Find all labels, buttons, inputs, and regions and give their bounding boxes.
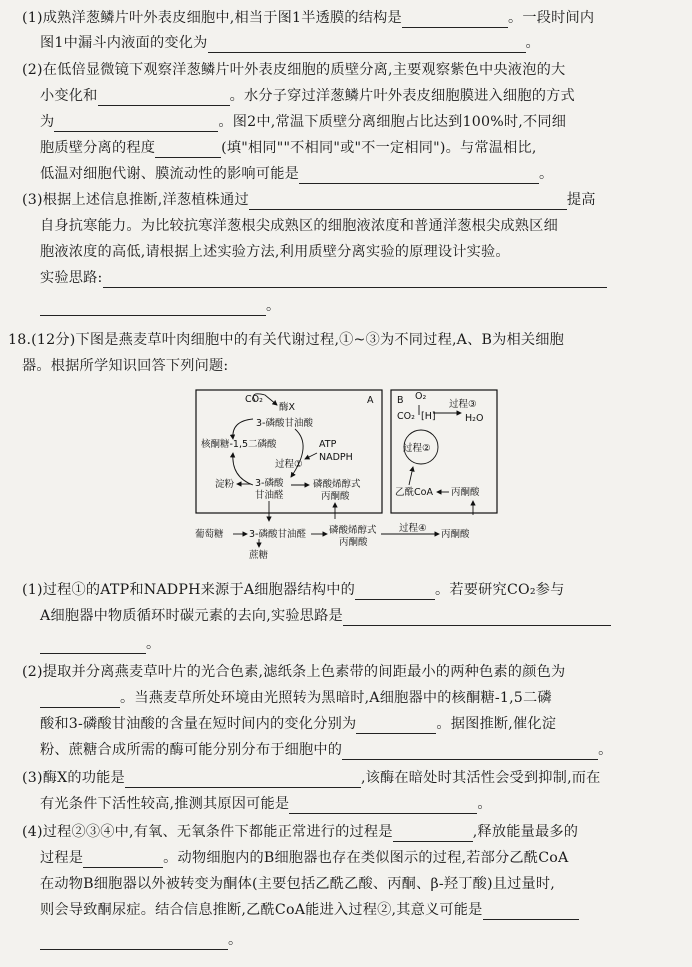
b-h-label: [H] xyxy=(421,411,436,422)
answer-blank[interactable] xyxy=(402,13,508,28)
answer-blank[interactable] xyxy=(208,38,526,53)
q17-p2-line1: (2)在低倍显微镜下观察洋葱鳞片叶外表皮细胞的质壁分离,主要观察紫色中央液泡的大 xyxy=(22,62,566,78)
q18-p4-line3: 在动物B细胞器以外被转变为酮体(主要包括乙酰乙酸、丙酮、β-羟丁酸)且过量时, xyxy=(40,876,555,892)
answer-blank[interactable] xyxy=(299,169,539,184)
q17-p3-line5: 。 xyxy=(40,296,280,316)
answer-blank[interactable] xyxy=(289,799,477,814)
answer-blank[interactable] xyxy=(40,639,146,654)
answer-blank[interactable] xyxy=(40,301,266,316)
g3p-cyto-label: 3-磷酸甘油醛 xyxy=(249,529,306,540)
q17-p1-line2: 图1中漏斗内液面的变化为 。 xyxy=(40,35,540,51)
organelle-b-label: B xyxy=(397,395,404,406)
acetylcoa-arrow xyxy=(409,467,413,485)
cycle-arrow-bottom xyxy=(233,453,253,485)
process1-label: 过程① xyxy=(275,459,303,470)
q17-p2-line5: 低温对细胞代谢、膜流动性的影响可能是 。 xyxy=(40,166,554,182)
g3p-a-label1: 3-磷酸 xyxy=(255,478,284,489)
co2-label: CO₂ xyxy=(245,394,263,405)
q17-p2-line4: 胞质壁分离的程度 (填"相同""不相同"或"不一定相同")。与常温相比, xyxy=(40,140,537,156)
q18-p3-line2: 有光条件下活性较高,推测其原因可能是 。 xyxy=(40,796,492,812)
answer-blank[interactable] xyxy=(83,853,163,868)
pga-label: 3-磷酸甘油酸 xyxy=(256,418,313,429)
answer-blank[interactable] xyxy=(98,91,230,106)
pep-c-label1: 磷酸烯醇式 xyxy=(329,525,377,536)
q18-p4-line5: 。 xyxy=(40,930,242,950)
q18-intro-line1: 18.(12分)下图是燕麦草叶肉细胞中的有关代谢过程,①~③为不同过程,A、B为相关细胞 xyxy=(8,332,565,348)
acetylcoa-label: 乙酰CoA xyxy=(395,487,433,498)
q18-p2-line3: 酸和3-磷酸甘油酸的含量在短时间内的变化分别为 。据图推断,催化淀 xyxy=(40,716,557,732)
process3-label: 过程③ xyxy=(449,399,477,410)
g3p-a-label2: 甘油醛 xyxy=(255,490,284,501)
q18-p1-line3: 。 xyxy=(40,634,160,654)
organelle-a-label: A xyxy=(367,395,374,406)
cycle-arrow-left xyxy=(233,419,253,439)
pep-c-label2: 丙酮酸 xyxy=(339,537,368,548)
q17-p2-line2: 小变化和 。水分子穿过洋葱鳞片叶外表皮细胞膜进入细胞的方式 xyxy=(40,88,575,104)
answer-blank[interactable] xyxy=(355,585,435,600)
nadph-label: NADPH xyxy=(319,452,353,463)
q18-p3-line1: (3)酶X的功能是 ,该酶在暗处时其活性会受到抑制,而在 xyxy=(22,770,601,786)
pyruvate-c-label: 丙酮酸 xyxy=(441,529,470,540)
sucrose-label: 蔗糖 xyxy=(249,550,269,560)
q18-p1-line1: (1)过程①的ATP和NADPH来源于A细胞器结构中的 。若要研究CO₂参与 xyxy=(22,582,565,598)
b-co2-label: CO₂ xyxy=(397,411,415,422)
q18-p4-line1: (4)过程②③④中,有氧、无氧条件下都能正常进行的过程是 ,释放能量最多的 xyxy=(22,824,579,840)
pep-a-label1: 磷酸烯醇式 xyxy=(313,479,361,490)
glucose-label: 葡萄糖 xyxy=(195,529,224,540)
pyruvate-b-label: 丙酮酸 xyxy=(451,487,480,498)
q18-p2-line2: 。当燕麦草所处环境由光照转为黑暗时,A细胞器中的核酮糖-1,5二磷 xyxy=(40,688,552,708)
q18-p4-line4: 则会导致酮尿症。结合信息推断,乙酰CoA能进入过程②,其意义可能是 xyxy=(40,900,579,920)
process2-label: 过程② xyxy=(403,443,431,454)
answer-blank[interactable] xyxy=(483,905,579,920)
q17-p1-line1: (1)成熟洋葱鳞片叶外表皮细胞中,相当于图1半透膜的结构是 。一段时间内 xyxy=(22,10,595,26)
q17-p3-line4: 实验思路: xyxy=(40,268,607,288)
q18-p1-line2: A细胞器中物质循环时碳元素的去向,实验思路是 xyxy=(40,606,611,626)
q17-p3-line3: 胞液浓度的高低,请根据上述实验方法,利用质壁分离实验的原理设计实验。 xyxy=(40,244,510,260)
q18-p4-line2: 过程是 。动物细胞内的B细胞器也存在类似图示的过程,若部分乙酰CoA xyxy=(40,850,569,866)
enzyme-x-label: 酶X xyxy=(279,402,296,413)
pep-a-label2: 丙酮酸 xyxy=(321,491,350,502)
answer-blank[interactable] xyxy=(40,935,228,950)
atp-label: ATP xyxy=(319,439,337,450)
b-o2-label: O₂ xyxy=(415,391,427,402)
atp-arrow xyxy=(305,453,317,459)
process4-label: 过程④ xyxy=(399,523,427,534)
h2o-label: H₂O xyxy=(465,413,484,424)
q18-intro-line2: 器。根据所学知识回答下列问题: xyxy=(22,358,229,374)
answer-blank[interactable] xyxy=(343,611,611,626)
answer-blank[interactable] xyxy=(356,719,436,734)
answer-blank[interactable] xyxy=(54,117,218,132)
q18-p2-line1: (2)提取并分离燕麦草叶片的光合色素,滤纸条上色素带的间距最小的两种色素的颜色为 xyxy=(22,664,566,680)
metabolism-diagram xyxy=(193,385,505,560)
q17-p2-line3: 为 。图2中,常温下质壁分离细胞占比达到100%时,不同细 xyxy=(40,114,567,130)
answer-blank[interactable] xyxy=(103,273,607,288)
rubp-label: 核酮糖-1,5二磷酸 xyxy=(201,439,277,450)
answer-blank[interactable] xyxy=(393,827,473,842)
q18-p2-line4: 粉、蔗糖合成所需的酶可能分别分布于细胞中的 。 xyxy=(40,742,613,758)
answer-blank[interactable] xyxy=(155,143,221,158)
answer-blank[interactable] xyxy=(125,773,361,788)
answer-blank[interactable] xyxy=(342,745,598,760)
q17-p3-line2: 自身抗寒能力。为比较抗寒洋葱根尖成熟区的细胞液浓度和普通洋葱根尖成熟区细 xyxy=(40,218,558,234)
answer-blank[interactable] xyxy=(249,195,567,210)
starch-label: 淀粉 xyxy=(215,479,235,490)
q17-p3-line1: (3)根据上述信息推断,洋葱植株通过 提高 xyxy=(22,192,596,208)
answer-blank[interactable] xyxy=(40,693,120,708)
